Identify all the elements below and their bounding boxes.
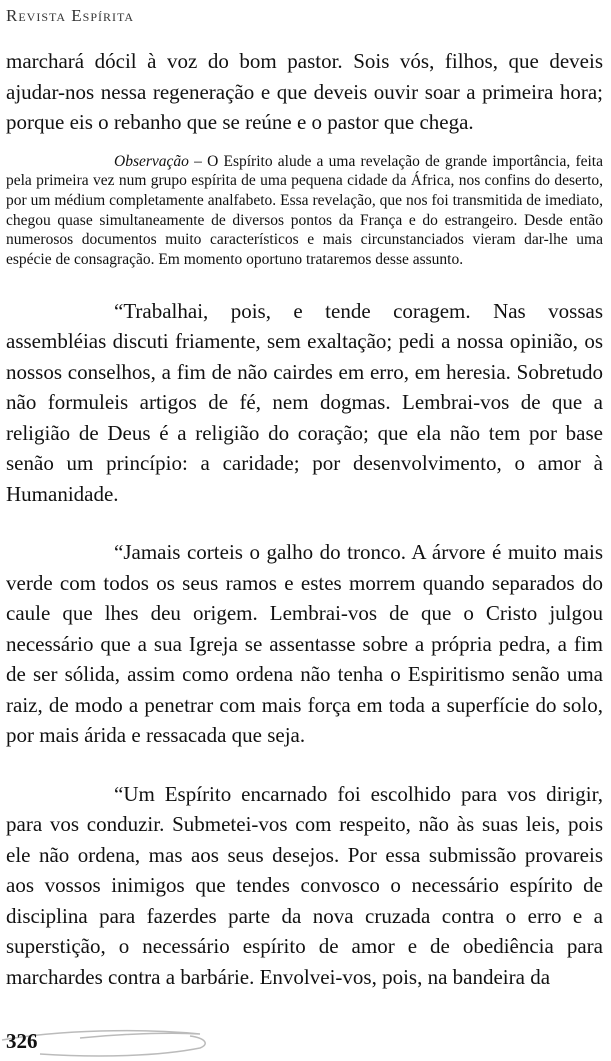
observation-note bbox=[6, 152, 603, 270]
running-header: Revista Espírita bbox=[6, 6, 135, 25]
page-number: 326 bbox=[6, 1029, 38, 1053]
paragraph-trabalhai: “Trabalhai, pois, e tende coragem. Nas vossas assembléias discuti friamente, sem exaltação; pedi a nossa opinião, os nossos conselhos, a fim de não cairdes em erro, em heresia. Sobretudo não formuleis artigos de fé, nem dogmas. Lembrai-vos de que a religião de Deus é a religião do coração; que ela não tem por base senão um princípio: a caridade; por desenvolvimento, o amor à Humanidade. bbox=[6, 298, 603, 506]
paragraph-jamais: “Jamais corteis o galho do tronco. A árvore é muito mais verde com todos os seus ramos e estes morrem quando separados do caule que lhes deu origem. Lembrai-vos de que o Cristo julgou necessário que a sua Igreja se assentasse sobre a própria pedra, a fim de ser sólida, assim como ordena não tenha o Espiritismo senão uma raiz, de modo a penetrar com mais força em toda a superfície do solo, por mais árida e ressacada que seja. bbox=[6, 540, 603, 748]
note-label: Observação bbox=[114, 152, 189, 170]
page-footer bbox=[0, 1024, 611, 1061]
page-body bbox=[6, 46, 603, 992]
paragraph-um-espirito: “Um Espírito encarnado foi escolhido para vos dirigir, para vos conduzir. Submetei-vos com respeito, não às suas leis, pois ele não ordena, mas aos seus desejos. Por essa submissão provareis aos vossos inimigos que tendes convosco o necessário espírito de disciplina para fazerdes parte da nova cruzada contra o erro e a superstição, o necessário espírito de amor e de obediência para marchardes contra a barbárie. Envolvei-vos, pois, na bandeira da bbox=[6, 781, 603, 989]
note-text: – O Espírito alude a uma revelação de grande importância, feita pela primeira vez num grupo espírita de uma pequena cidade da África, nos confins do deserto, por um médium completamente analfabeto. Essa revelação, que nos foi transmitida de imediato, chegou quase simultaneamente de diversos pontos da França e do estrangeiro. Desde então numerosos documentos muito característicos e mais circunstanciados vieram dar-lhe uma espécie de consagração. Em momento oportuno trataremos desse assunto. bbox=[6, 152, 603, 269]
paragraph-continuation: marchará dócil à voz do bom pastor. Sois vós, filhos, que deveis ajudar-nos nessa regeneração e que deveis ouvir soar a primeira hora; porque eis o rebanho que se reúne e o pastor que chega. bbox=[6, 49, 603, 134]
footer-swoosh-ornament bbox=[0, 1024, 611, 1061]
